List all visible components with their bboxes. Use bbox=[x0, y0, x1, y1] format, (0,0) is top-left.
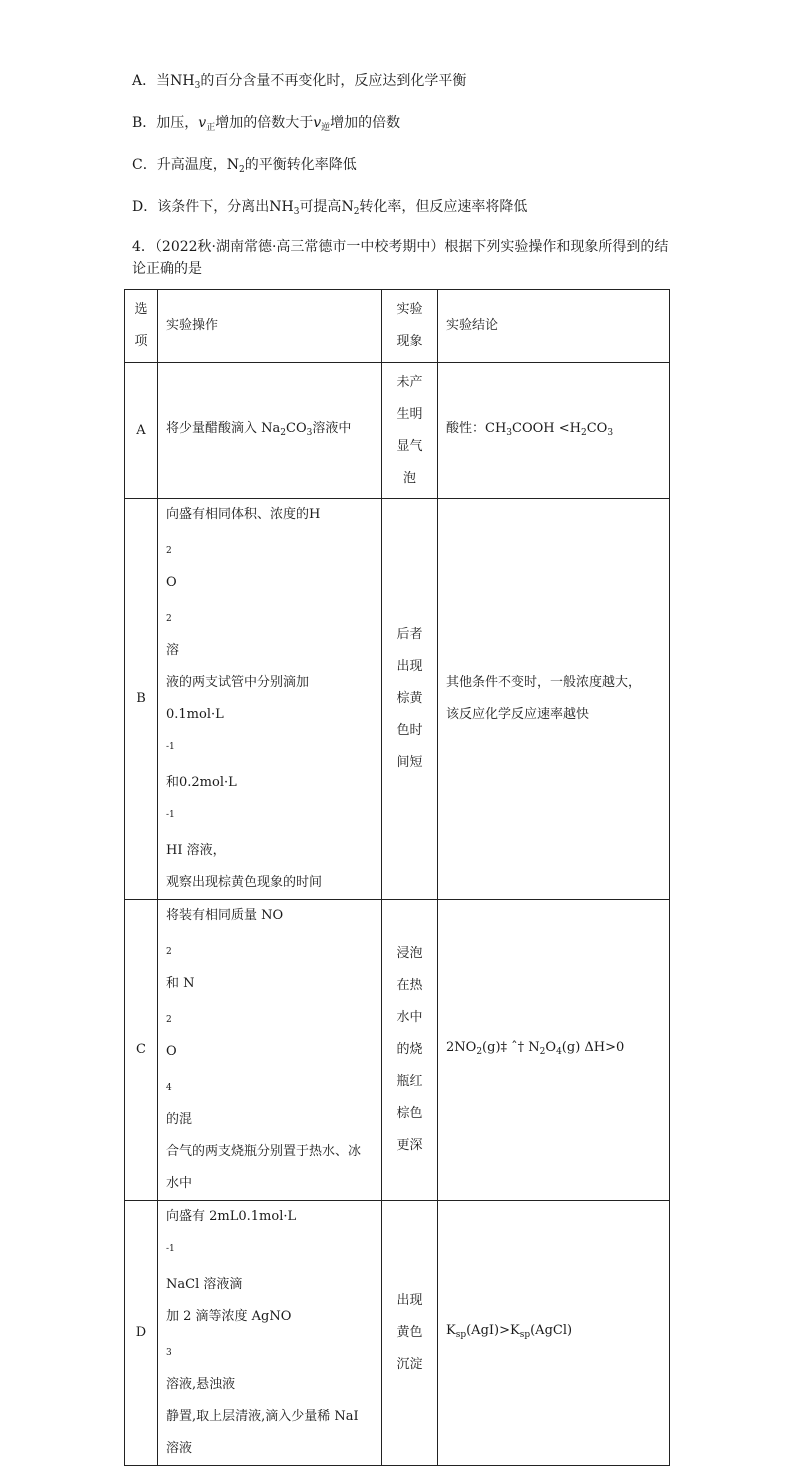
option-d bbox=[132, 197, 527, 222]
option-b-v1: v bbox=[198, 115, 207, 131]
option-b-prefix: B．加压， bbox=[132, 115, 199, 131]
table-row bbox=[125, 363, 670, 499]
option-c-formula: N bbox=[226, 157, 239, 173]
option-b-v2-sub: 逆 bbox=[321, 123, 331, 133]
question-4-line1: 4．（2022秋·湖南常德·高三常德市一中校考期中）根据下列实验操作和现象所得到的结 bbox=[132, 239, 669, 255]
table-header-row bbox=[125, 290, 670, 363]
row-conclusion: 酸性：$CH_3COOH <H_2CO_3$ bbox=[438, 363, 670, 499]
option-b-text: 增加的倍数 bbox=[330, 115, 401, 131]
row-phenomenon: 浸泡 在热 水中 的烧 瓶红 棕色 更深 bbox=[382, 900, 438, 1201]
option-d-formula1: NH bbox=[269, 199, 294, 215]
table-row bbox=[125, 1201, 670, 1466]
option-b-v1-sub: 正 bbox=[206, 123, 216, 133]
row-operation: 向盛有相同体积、浓度的H $_2$ O $_2$ 溶 液的两支试管中分别滴加 0.1mol·L $^{-1}$ 和0.2mol·L $^{-1}$ HI 溶液， 观察出现棕黄色现象的时间 bbox=[158, 499, 382, 900]
row-operation: 将装有相同质量 NO $_2$ 和 N $_2$ O $_4$ 的混 合气的两支烧瓶分别置于热水、冰 水中 bbox=[158, 900, 382, 1201]
row-option: B bbox=[125, 499, 158, 900]
row-conclusion: $2NO_2(g)\ddagger$ ˆ† $N_2O_4(g)$ ΔH>0 bbox=[438, 900, 670, 1201]
table-row bbox=[125, 499, 670, 900]
row-option: D bbox=[125, 1201, 158, 1466]
option-a-formula: NH bbox=[170, 73, 195, 89]
option-c bbox=[132, 155, 357, 180]
option-a-text: 的百分含量不再变化时，反应达到化学平衡 bbox=[200, 73, 467, 89]
row-phenomenon: 出现 黄色 沉淀 bbox=[382, 1201, 438, 1466]
row-conclusion: 其他条件不变时，一般浓度越大， 该反应化学反应速率越快 bbox=[438, 499, 670, 900]
option-a-prefix: A．当 bbox=[132, 73, 171, 89]
option-b-mid: 增加的倍数大于 bbox=[215, 115, 314, 131]
table-row bbox=[125, 900, 670, 1201]
header-operation: 实验操作 bbox=[158, 290, 382, 363]
option-c-formula-sub: 2 bbox=[238, 165, 245, 175]
option-c-prefix: C．升高温度， bbox=[132, 157, 227, 173]
option-d-prefix: D．该条件下，分离出 bbox=[132, 199, 270, 215]
row-operation: 将少量醋酸滴入 $Na_2CO_3$溶液中 bbox=[158, 363, 382, 499]
question-4-stem bbox=[132, 236, 672, 280]
experiment-table bbox=[124, 289, 670, 1466]
option-c-text: 的平衡转化率降低 bbox=[244, 157, 357, 173]
header-conclusion: 实验结论 bbox=[438, 290, 670, 363]
option-d-mid: 可提高 bbox=[299, 199, 342, 215]
row-phenomenon: 未产 生明 显气 泡 bbox=[382, 363, 438, 499]
option-d-text: 转化率，但反应速率将降低 bbox=[359, 199, 528, 215]
row-operation: 向盛有 2mL0.1mol·L $^{-1}$ NaCl 溶液滴 加 2 滴等浓度 AgNO $_3$ 溶液,悬浊液 静置,取上层清液,滴入少量稀 NaI 溶液 bbox=[158, 1201, 382, 1466]
row-option: A bbox=[125, 363, 158, 499]
option-b-v2: v bbox=[313, 115, 322, 131]
option-d-formula2: N bbox=[341, 199, 354, 215]
row-option: C bbox=[125, 900, 158, 1201]
option-a-formula-sub: 3 bbox=[194, 81, 201, 91]
header-phenomenon: 实验 现象 bbox=[382, 290, 438, 363]
header-option: 选 项 bbox=[125, 290, 158, 363]
option-a bbox=[132, 71, 466, 96]
question-4-line2: 论正确的是 bbox=[132, 261, 202, 277]
option-d-formula2-sub: 2 bbox=[353, 207, 360, 217]
row-conclusion: $K_{sp}(AgI)>K_{sp}(AgCl)$ bbox=[438, 1201, 670, 1466]
option-d-formula1-sub: 3 bbox=[293, 207, 300, 217]
row-phenomenon: 后者 出现 棕黄 色时 间短 bbox=[382, 499, 438, 900]
option-b bbox=[132, 113, 400, 138]
